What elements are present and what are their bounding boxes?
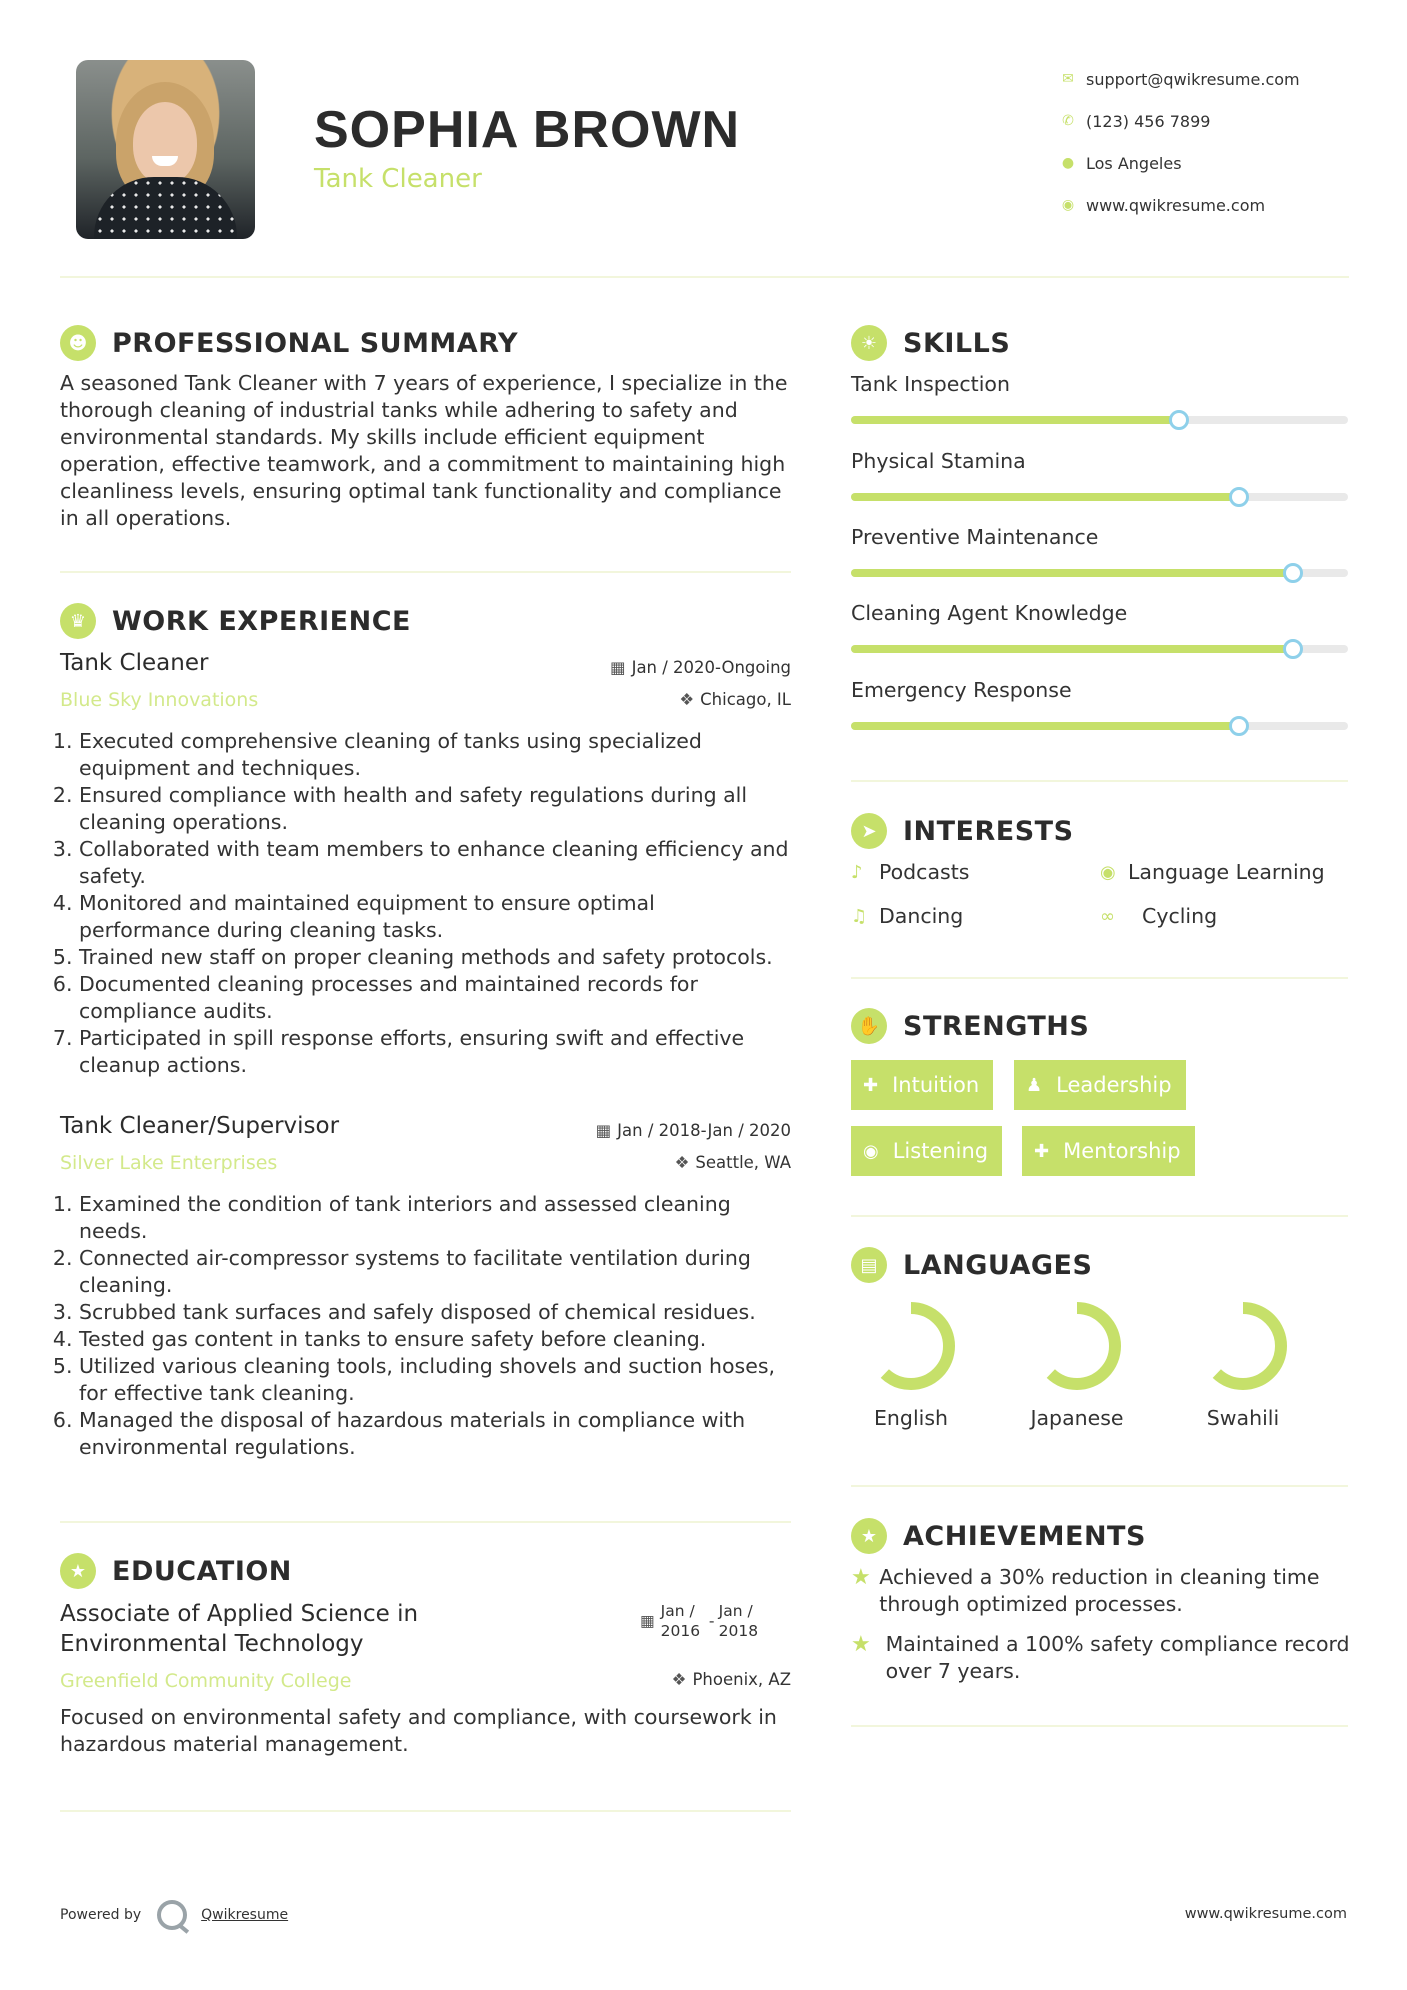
pin-icon: ❖ xyxy=(679,690,695,709)
skill-bar-fill xyxy=(851,416,1179,424)
strength-label: Listening xyxy=(892,1139,989,1163)
summary-title: PROFESSIONAL SUMMARY xyxy=(112,327,519,359)
globe-icon: ◉ xyxy=(1061,197,1075,213)
profile-photo xyxy=(76,60,255,239)
skill-bar-knob xyxy=(1283,563,1303,583)
job-bullet: 4. Tested gas content in tanks to ensure safety before cleaning. xyxy=(79,1326,790,1353)
contact-location xyxy=(1050,142,1370,184)
qwikresume-link[interactable]: Qwikresume xyxy=(201,1907,289,1923)
education-dates xyxy=(640,1601,790,1641)
skill-bar-knob xyxy=(1229,716,1249,736)
language-progress-ring xyxy=(1029,1298,1125,1394)
skill-bar-fill xyxy=(851,569,1293,577)
job-dates-text: Jan / 2020-Ongoing xyxy=(631,658,791,677)
interests-heading xyxy=(851,813,1074,849)
job-bullet: 7. Participated in spill response efforts, ensuring swift and effective cleanup actions. xyxy=(79,1025,790,1079)
school-name: Greenfield Community College xyxy=(60,1670,352,1692)
website-text: www.qwikresume.com xyxy=(1086,195,1266,215)
achievement-text: Maintained a 100% safety compliance record over 7 years. xyxy=(885,1632,1350,1683)
magic-wand-icon: ✚ xyxy=(863,1074,879,1096)
job-dates xyxy=(596,1121,791,1140)
language-name: Swahili xyxy=(1206,1406,1280,1430)
skill-name: Emergency Response xyxy=(851,678,1072,702)
users-icon: ♟ xyxy=(1026,1074,1043,1096)
contact-website[interactable] xyxy=(1050,184,1370,226)
footer-url[interactable]: www.qwikresume.com xyxy=(1184,1906,1347,1922)
bicycle-icon: ∞ xyxy=(1100,905,1115,927)
star-icon: ★ xyxy=(851,1632,871,1657)
languages-divider xyxy=(851,1485,1348,1487)
phone-icon: ✆ xyxy=(1062,113,1074,129)
job-bullet: 2. Connected air-compressor systems to facilitate ventilation during cleaning. xyxy=(79,1245,790,1299)
job-bullet: 6. Managed the disposal of hazardous materials in compliance with environmental regulations. xyxy=(79,1407,790,1461)
degree-title: Associate of Applied Science in Environmental Technology xyxy=(60,1601,419,1657)
interest-item xyxy=(851,860,969,884)
interest-label: Dancing xyxy=(879,904,964,928)
job-company: Silver Lake Enterprises xyxy=(60,1152,278,1174)
interest-label: Podcasts xyxy=(879,860,970,884)
skill-name: Cleaning Agent Knowledge xyxy=(851,601,1128,625)
achievements-title: ACHIEVEMENTS xyxy=(903,1520,1146,1552)
summary-divider xyxy=(60,571,791,573)
work-heading xyxy=(60,603,411,639)
globe-icon: ◉ xyxy=(1100,861,1116,883)
language-item xyxy=(1017,1298,1137,1430)
strength-badge xyxy=(851,1060,993,1110)
language-name: English xyxy=(873,1406,949,1430)
job-bullet: 1. Examined the condition of tank interiors and assessed cleaning needs. xyxy=(79,1191,790,1245)
strength-label: Mentorship xyxy=(1063,1139,1181,1163)
job-bullet: 3. Collaborated with team members to enhance cleaning efficiency and safety. xyxy=(79,836,790,890)
language-icon: ▤ xyxy=(851,1247,887,1283)
skill-bar-fill xyxy=(851,645,1293,653)
pin-icon: ❖ xyxy=(671,1670,687,1689)
education-location xyxy=(672,1670,791,1689)
job-bullet: 1. Executed comprehensive cleaning of tanks using specialized equipment and techniques. xyxy=(79,728,790,782)
job-bullet: 3. Scrubbed tank surfaces and safely disposed of chemical residues. xyxy=(79,1299,790,1326)
languages-title: LANGUAGES xyxy=(903,1249,1093,1281)
skill-bar xyxy=(851,493,1348,501)
language-progress-ring xyxy=(1195,1298,1291,1394)
headphones-icon: ◉ xyxy=(863,1140,879,1162)
skills-heading xyxy=(851,325,1010,361)
achievement-item xyxy=(851,1564,1351,1618)
star-badge-icon: ★ xyxy=(851,1518,887,1554)
skill-bar xyxy=(851,645,1348,653)
interests-title: INTERESTS xyxy=(903,815,1074,847)
job-bullet: 4. Monitored and maintained equipment to ensure optimal performance during cleaning tasks. xyxy=(79,890,790,944)
job-location xyxy=(675,1153,791,1172)
skills-divider xyxy=(851,780,1348,782)
job-bullet: 2. Ensured compliance with health and safety regulations during all cleaning operations. xyxy=(79,782,790,836)
skill-bar-knob xyxy=(1283,639,1303,659)
interest-item xyxy=(1100,904,1217,928)
summary-heading xyxy=(60,325,518,361)
header-divider xyxy=(60,276,1349,278)
skill-bar xyxy=(851,722,1348,730)
skill-name: Preventive Maintenance xyxy=(851,525,1099,549)
achievements-divider xyxy=(851,1725,1348,1727)
email-text: support@qwikresume.com xyxy=(1086,69,1300,89)
job-location-text: Chicago, IL xyxy=(700,690,791,709)
education-date-separator: - xyxy=(708,1612,715,1630)
strength-badge xyxy=(851,1126,1002,1176)
job-bullets xyxy=(60,728,790,1079)
strengths-heading xyxy=(851,1008,1089,1044)
interest-item xyxy=(851,904,963,928)
calendar-icon: ▦ xyxy=(640,1612,655,1630)
achievement-text: Achieved a 30% reduction in cleaning time through optimized processes. xyxy=(879,1565,1320,1616)
strength-badge xyxy=(1022,1126,1195,1176)
languages-heading xyxy=(851,1247,1092,1283)
job-dates xyxy=(610,658,791,677)
skill-name: Physical Stamina xyxy=(851,449,1026,473)
star-icon: ★ xyxy=(851,1565,871,1590)
phone-text: (123) 456 7899 xyxy=(1086,111,1211,131)
envelope-icon: ✉ xyxy=(1062,71,1074,87)
contact-phone xyxy=(1050,100,1370,142)
briefcase-icon: ♛ xyxy=(60,603,96,639)
map-pin-icon: ● xyxy=(1061,155,1075,171)
job-title: Tank Cleaner xyxy=(60,650,209,676)
job-dates-text: Jan / 2018-Jan / 2020 xyxy=(617,1121,791,1140)
location-text: Los Angeles xyxy=(1086,153,1182,173)
strengths-title: STRENGTHS xyxy=(903,1010,1090,1042)
skill-name: Tank Inspection xyxy=(851,372,1010,396)
education-end: Jan / 2018 xyxy=(718,1602,759,1640)
lightbulb-icon: ☀ xyxy=(851,325,887,361)
job-location-text: Seattle, WA xyxy=(695,1153,791,1172)
graduation-icon: ★ xyxy=(60,1553,96,1589)
powered-by-label: Powered by xyxy=(60,1907,142,1923)
education-text: Focused on environmental safety and compliance, with coursework in hazardous material management. xyxy=(60,1705,777,1756)
language-item xyxy=(1183,1298,1303,1430)
contact-block xyxy=(1050,58,1370,226)
skill-bar-fill xyxy=(851,493,1239,501)
job-location xyxy=(679,690,791,709)
strength-label: Intuition xyxy=(892,1073,980,1097)
interests-divider xyxy=(851,977,1348,979)
education-divider xyxy=(60,1810,791,1812)
skill-bar-fill xyxy=(851,722,1239,730)
strength-label: Leadership xyxy=(1056,1073,1172,1097)
work-title: WORK EXPERIENCE xyxy=(112,605,411,637)
language-name: Japanese xyxy=(1030,1406,1124,1430)
music-note-icon: ♫ xyxy=(851,905,868,927)
job-bullet: 5. Trained new staff on proper cleaning methods and safety protocols. xyxy=(79,944,790,971)
language-progress-ring xyxy=(863,1298,959,1394)
summary-text: A seasoned Tank Cleaner with 7 years of experience, I specialize in the thorough cleaning of industrial tanks while adhering to safety and environmental standards. My skills include efficient equipment operation, effective teamwork, and a commitment to maintaining high cleanliness levels, ensuring optimal tank functionality and compliance in all operations. xyxy=(60,371,788,530)
pin-icon: ❖ xyxy=(674,1153,690,1172)
calendar-icon: ▦ xyxy=(609,658,626,677)
education-heading xyxy=(60,1553,292,1589)
job-bullet: 6. Documented cleaning processes and maintained records for compliance audits. xyxy=(79,971,790,1025)
education-start: Jan / 2016 xyxy=(660,1602,701,1640)
paper-plane-icon: ➤ xyxy=(851,813,887,849)
interest-item xyxy=(1100,860,1325,884)
strengths-divider xyxy=(851,1215,1348,1217)
footer-powered-by xyxy=(60,1900,288,1930)
education-location-text: Phoenix, AZ xyxy=(692,1670,791,1689)
fist-icon: ✋ xyxy=(851,1008,887,1044)
skill-bar-knob xyxy=(1169,410,1189,430)
user-plus-icon: ✚ xyxy=(1034,1140,1050,1162)
achievements-heading xyxy=(851,1518,1146,1554)
skill-bar xyxy=(851,416,1348,424)
candidate-name: SOPHIA BROWN xyxy=(314,101,741,159)
education-title: EDUCATION xyxy=(112,1555,292,1587)
work-divider xyxy=(60,1521,791,1523)
contact-email[interactable] xyxy=(1050,58,1370,100)
skill-bar-knob xyxy=(1229,487,1249,507)
job-bullets xyxy=(60,1191,790,1461)
qwikresume-logo-icon xyxy=(157,1900,187,1930)
language-item xyxy=(851,1298,971,1430)
job-title: Tank Cleaner/Supervisor xyxy=(60,1113,340,1139)
skill-bar xyxy=(851,569,1348,577)
job-company: Blue Sky Innovations xyxy=(60,689,259,711)
microphone-icon: ♪ xyxy=(851,861,863,883)
candidate-role: Tank Cleaner xyxy=(314,164,482,194)
strength-badge xyxy=(1014,1060,1186,1110)
calendar-icon: ▦ xyxy=(595,1121,612,1140)
interest-label: Language Learning xyxy=(1128,860,1325,884)
job-bullet: 5. Utilized various cleaning tools, including shovels and suction hoses, for effective tank cleaning. xyxy=(79,1353,790,1407)
user-icon: ☻ xyxy=(60,325,96,361)
skills-title: SKILLS xyxy=(903,327,1011,359)
achievement-item xyxy=(851,1631,1351,1685)
interest-label: Cycling xyxy=(1142,904,1218,928)
